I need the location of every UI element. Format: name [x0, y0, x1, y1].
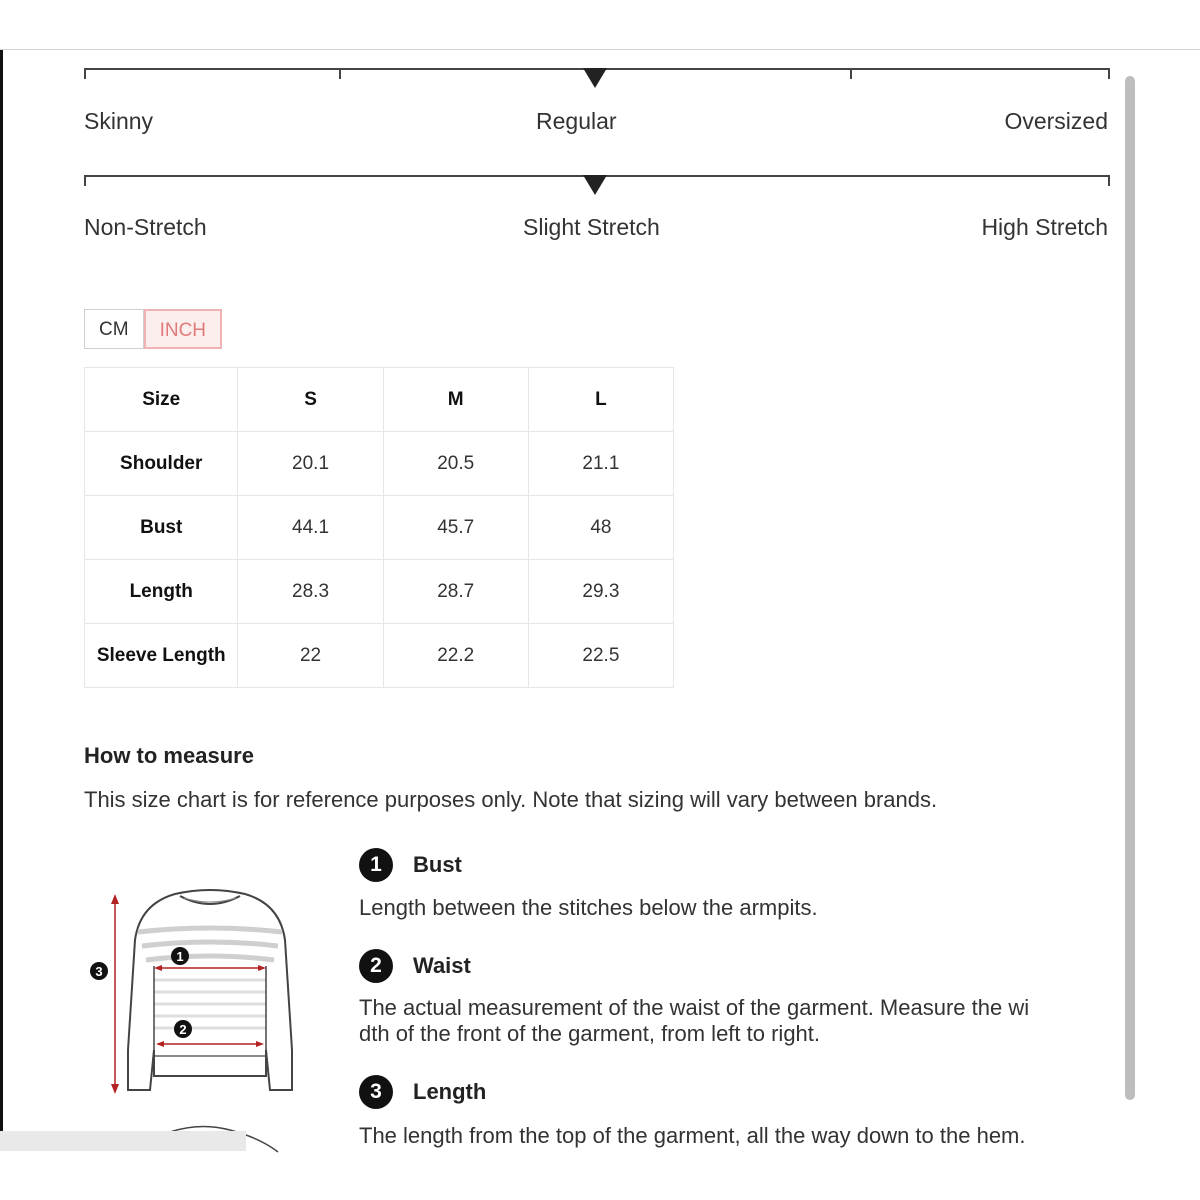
step-2-badge: 2: [359, 949, 393, 983]
how-to-measure-title: How to measure: [84, 743, 254, 768]
fit-label-regular: Regular: [536, 108, 617, 134]
step-1-title: Bust: [413, 852, 462, 877]
row-label-shoulder: Shoulder: [85, 432, 238, 496]
stretch-label-high: High Stretch: [981, 214, 1108, 240]
table-row: [85, 496, 674, 560]
cell-value: 22: [238, 624, 383, 688]
row-label-bust: Bust: [85, 496, 238, 560]
cell-value: 48: [528, 496, 673, 560]
unit-cm-button[interactable]: CM: [84, 309, 144, 349]
header-s: S: [238, 368, 383, 432]
table-row: [85, 432, 674, 496]
step-3-title: Length: [413, 1079, 487, 1104]
step-2-description-line-2: dth of the front of the garment, from left to right.: [359, 1021, 821, 1046]
step-2-title: Waist: [413, 953, 471, 978]
row-label-length: Length: [85, 560, 238, 624]
scrollbar-thumb[interactable]: [1125, 76, 1135, 1100]
cell-value: 29.3: [528, 560, 673, 624]
stretch-label-slight: Slight Stretch: [523, 214, 660, 240]
unit-inch-button[interactable]: INCH: [144, 309, 222, 349]
table-row: [85, 624, 674, 688]
step-1-badge: 1: [359, 848, 393, 882]
header-m: M: [383, 368, 528, 432]
header-l: L: [528, 368, 673, 432]
top-divider: [0, 49, 1200, 50]
step-3-badge: 3: [359, 1075, 393, 1109]
cell-value: 45.7: [383, 496, 528, 560]
unit-toggle: [84, 309, 222, 349]
fit-scale: [84, 68, 1110, 88]
sweater-diagram: [80, 880, 310, 1160]
size-table: [84, 367, 674, 688]
stretch-label-non: Non-Stretch: [84, 214, 207, 240]
step-2-description-line-1: The actual measurement of the waist of the garment. Measure the wi: [359, 995, 1030, 1020]
cell-value: 20.5: [383, 432, 528, 496]
cell-value: 28.3: [238, 560, 383, 624]
row-label-sleeve-length: Sleeve Length: [85, 624, 238, 688]
diagram-marker-waist: 2: [179, 1022, 187, 1037]
diagram-marker-bust: 1: [176, 949, 184, 964]
step-1-description: Length between the stitches below the armpits.: [359, 895, 818, 920]
header-size: Size: [85, 368, 238, 432]
cell-value: 22.5: [528, 624, 673, 688]
stretch-scale: [84, 175, 1110, 195]
table-row: [85, 560, 674, 624]
cell-value: 20.1: [238, 432, 383, 496]
how-to-measure-note: This size chart is for reference purposes only. Note that sizing will vary between brands.: [84, 787, 938, 812]
cell-value: 21.1: [528, 432, 673, 496]
left-edge: [0, 50, 3, 1150]
cell-value: 44.1: [238, 496, 383, 560]
cell-value: 28.7: [383, 560, 528, 624]
bottom-panel: [0, 1131, 246, 1151]
table-header-row: [85, 368, 674, 432]
diagram-marker-length: 3: [95, 964, 103, 979]
scrollbar[interactable]: [1125, 72, 1137, 1102]
step-3-description: The length from the top of the garment, all the way down to the hem.: [359, 1123, 1026, 1148]
fit-label-oversized: Oversized: [1004, 108, 1108, 134]
fit-indicator-icon: [583, 68, 607, 88]
cell-value: 22.2: [383, 624, 528, 688]
fit-label-skinny: Skinny: [84, 108, 154, 134]
stretch-indicator-icon: [583, 175, 607, 195]
